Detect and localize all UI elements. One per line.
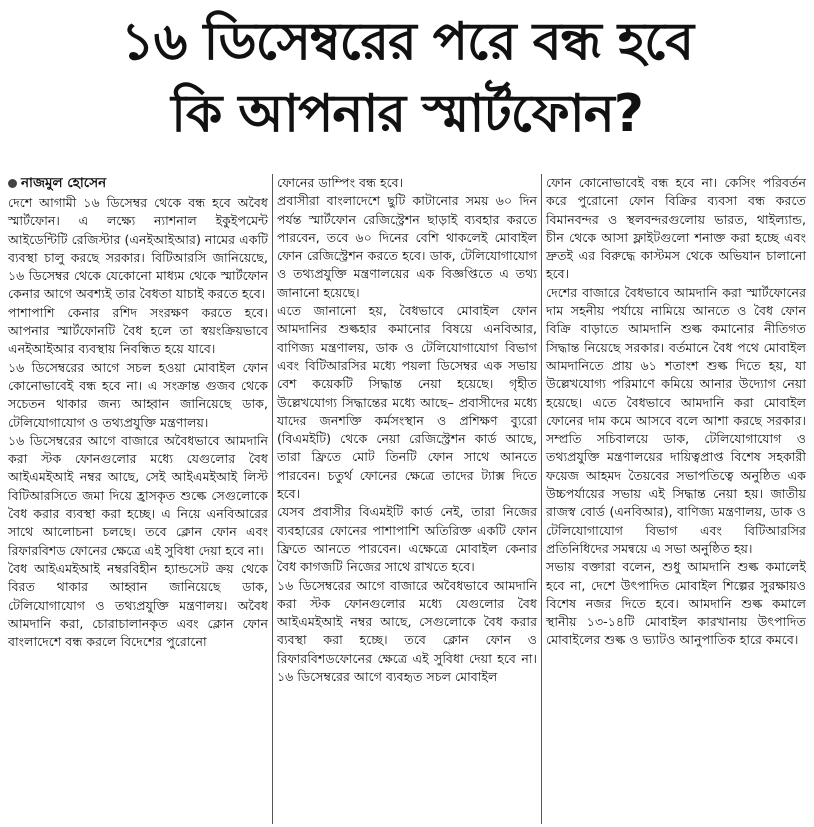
- paragraph: পাশাপাশি কেনার রশিদ সংরক্ষণ করতে হবে। আপনার স্মার্টফোনটি বৈধ হলে তা স্বয়ংক্রিয়ভাবে এনইআইআর ব্যবস্থায় নিবন্ধিত হয়ে যাবে।: [8, 304, 268, 357]
- paragraph: প্রবাসীরা বাংলাদেশে ছুটি কাটানোর সময় ৬০ দিন পর্যন্ত স্মার্টফোন রেজিস্ট্রেশন ছাড়াই ব্যবহার করতে পারবেন, তবে ৬০ দিনের বেশি থাকলেই মোবাইল ফোন রেজিস্ট্রেশন করতে হবে। ডাক, টেলিযোগাযোগ ও তথ্যপ্রযুক্তি মন্ত্রণালয়ের এক বিজ্ঞপ্তিতে এ তথ্য জানানো হয়েছে।: [277, 193, 537, 300]
- paragraph: বৈধ আইএমইআই নম্বরবিহীন হ্যান্ডসেট ক্রয় থেকে বিরত থাকার আহ্বান জানিয়েছে ডাক, টেলিযোগাযোগ ও তথ্যপ্রযুক্তি মন্ত্রণালয়। অবৈধ আমদানি করা, চোরাচালানকৃত এবং ক্লোন ফোন বাংলাদেশে বন্ধ করলে বিদেশের পুরোনো: [8, 560, 268, 650]
- column-1: [4, 174, 272, 824]
- headline-line-1: ১৬ ডিসেম্বরের পরে বন্ধ হবে: [120, 12, 694, 72]
- column-2: [273, 174, 541, 824]
- paragraph: ফোন কোনোভাবেই বন্ধ হবে না। কেসিং পরিবর্তন করে পুরোনো ফোন বিক্রির ব্যবসা বন্ধ করতে বিমানবন্দর ও স্থলবন্দরগুলোয় ভারত, থাইল্যান্ড, চীন থেকে আসা ফ্লাইটগুলো শনাক্ত করা হচ্ছে এবং দ্রুতই এর বিরুদ্ধে কাস্টমস থেকে অভিযান চালানো হবে।: [546, 175, 806, 282]
- byline: [8, 174, 268, 192]
- paragraph: সভায় বক্তারা বলেন, শুধু আমদানি শুল্ক কমালেই হবে না, দেশে উৎপাদিত মোবাইল শিল্পের সুরক্ষায়ও বিশেষ নজর দিতে হবে। আমদানি শুল্ক কমালে স্থানীয় ১৩-১৪টি মোবাইল কারখানায় উৎপাদিত মোবাইলের শুল্ক ও ভ্যাটও আনুপাতিক হারে কমবে।: [546, 559, 806, 648]
- paragraph: ১৬ ডিসেম্বরের আগে সচল হওয়া মোবাইল ফোন কোনোভাবেই বন্ধ হবে না। এ সংক্রান্ত গুজব থেকে সচেতন থাকার জন্য আহ্বান জানিয়েছে ডাক, টেলিযোগাযোগ ও তথ্যপ্রযুক্তি মন্ত্রণালয়।: [8, 359, 268, 430]
- paragraph: এতে জানানো হয়, বৈধভাবে মোবাইল ফোন আমদানির শুল্কহার কমানোর বিষয়ে এনবিআর, বাণিজ্য মন্ত্রণালয়, ডাক ও টেলিযোগাযোগ বিভাগ এবং বিটিআরসির মধ্যে পয়লা ডিসেম্বর এক সভায় বেশ কয়েকটি সিদ্ধান্ত নেয়া হয়েছে। গৃহীত উল্লেখযোগ্য সিদ্ধান্তের মধ্যে আছে– প্রবাসীদের মধ্যে যাদের জনশক্তি কর্মসংস্থান ও প্রশিক্ষণ ব্যুরো (বিএমইটি) থেকে নেয়া রেজিস্ট্রেশন কার্ড আছে, তারা ফ্রিতে মোট তিনটি ফোন সাথে আনতে পারবেন। চতুর্থ ফোনের ক্ষেত্রে তাদের ট্যাক্স দিতে হবে।: [277, 303, 537, 502]
- author-name: নাজমুল হোসেন: [21, 175, 107, 191]
- bullet-icon: [8, 179, 17, 188]
- paragraph: দেশে আগামী ১৬ ডিসেম্বর থেকে বন্ধ হবে অবৈধ স্মার্টফোন। এ লক্ষ্যে ন্যাশনাল ইকুইপমেন্ট আইডেন্টিটি রেজিস্টার (এনইআইআর) নামের একটি ব্যবস্থা চালু করছে সরকার। বিটিআরসি জানিয়েছে, ১৬ ডিসেম্বর থেকে যেকোনো মাধ্যম থেকে স্মার্টফোন কেনার আগে অবশ্যই তার বৈধতা যাচাই করতে হবে।: [8, 195, 268, 302]
- headline-line-2: কি আপনার স্মার্টফোন?: [171, 84, 643, 144]
- paragraph: ফোনের ডাম্পিং বন্ধ হবে।: [277, 175, 404, 190]
- column-3: [542, 174, 810, 824]
- paragraph: দেশের বাজারে বৈধভাবে আমদানি করা স্মার্টফোনের দাম সহনীয় পর্যায়ে নামিয়ে আনতে ও বৈধ ফোন বিক্রি বাড়াতে আমদানি শুল্ক কমানোর নীতিগত সিদ্ধান্ত নিয়েছে সরকার। বর্তমানে বৈধ পথে মোবাইল আমদানিতে প্রায় ৬১ শতাংশ শুল্ক দিতে হয়, যা উল্লেখযোগ্য পরিমাণে কমিয়ে আনার উদ্যোগ নেয়া হয়েছে। এতে বৈধভাবে আমদানি করা মোবাইল ফোনের দাম কমে আসবে বলে আশা করছে সরকার। সম্প্রতি সচিবালয়ে ডাক, টেলিযোগাযোগ ও তথ্যপ্রযুক্তি মন্ত্রণালয়ের দায়িত্বপ্রাপ্ত বিশেষ সহকারী ফয়েজ আহমদ তৈয়বের সভাপতিত্বে অনুষ্ঠিত এক উচ্চপর্যায়ের সভায় এই সিদ্ধান্ত নেয়া হয়। জাতীয় রাজস্ব বোর্ড (এনবিআর), বাণিজ্য মন্ত্রণালয়, ডাক ও টেলিযোগাযোগ বিভাগ এবং বিটিআরসির প্রতিনিধিদের সমন্বয়ে এ সভা অনুষ্ঠিত হয়।: [546, 284, 806, 556]
- paragraph: ১৬ ডিসেম্বরের আগে বাজারে অবৈধভাবে আমদানি করা স্টক ফোনগুলোর মধ্যে যেগুলোর বৈধ আইএমইআই নম্বর আছে, সেগুলোকে বৈধ করার ব্যবস্থা করা হচ্ছে। তবে ক্লোন ফোন ও রিফারবিশডফোনের ক্ষেত্রে এই সুবিধা দেয়া হবে না। ১৬ ডিসেম্বরের আগে ব্যবহৃত সচল মোবাইল: [277, 577, 537, 685]
- headline: [0, 6, 814, 150]
- paragraph: ১৬ ডিসেম্বরের আগে বাজারে অবৈধভাবে আমদানি করা স্টক ফোনগুলোর মধ্যে যেগুলোর বৈধ আইএমইআই নম্বর আছে, সেই আইএমইআই লিস্ট বিটিআরসিতে জমা দিয়ে হ্রাসকৃত শুল্কে সেগুলোকে বৈধ করার ব্যবস্থা করা হচ্ছে। এ নিয়ে এনবিআরের সাথে আলোচনা চলছে। তবে ক্লোন ফোন এবং রিফারবিশড ফোনের ক্ষেত্রে এই সুবিধা দেয়া হবে না।: [8, 432, 268, 558]
- paragraph: যেসব প্রবাসীর বিএমইটি কার্ড নেই, তারা নিজের ব্যবহারের ফোনের পাশাপাশি অতিরিক্ত একটি ফোন ফ্রিতে আনতে পারবেন। এক্ষেত্রে মোবাইল কেনার বৈধ কাগজটি নিজের সাথে রাখতে হবে।: [277, 504, 537, 575]
- article-body: [4, 174, 810, 824]
